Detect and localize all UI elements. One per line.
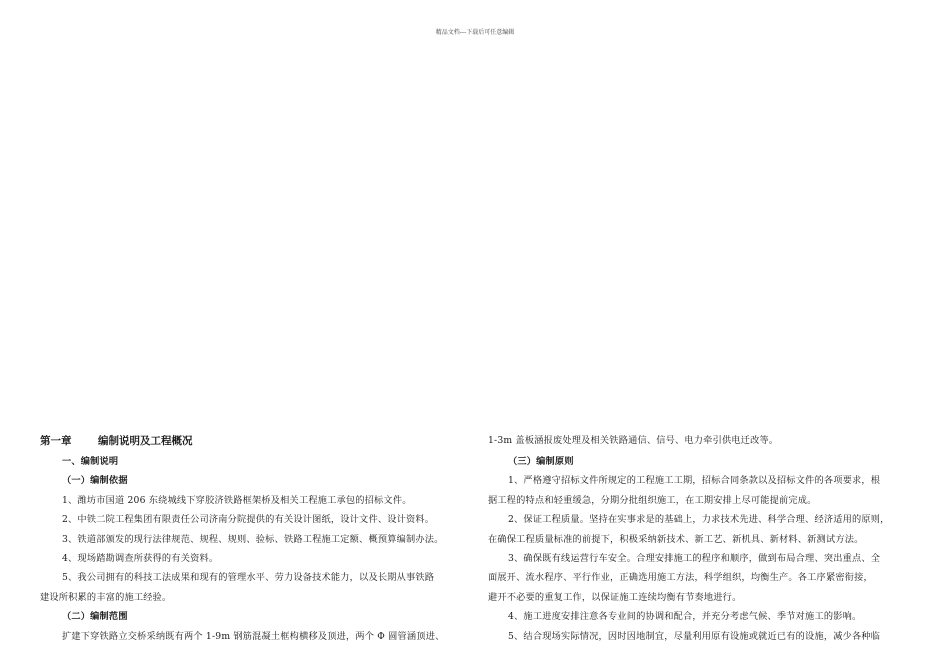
principle-line: 据工程的特点和轻重缓急，分期分批组织施工，在工期安排上尽可能提前完成。	[488, 494, 817, 506]
principle-line: 2、保证工程质量。坚持在实事求是的基础上，力求技术先进、科学合理、经济适用的原则，	[508, 514, 890, 526]
principle-line: 5、结合现场实际情况，因时因地制宜，尽量利用原有设施或就近已有的设施，减少各种临	[508, 630, 881, 642]
basis-item: 1、潍坊市国道 206 东绕城线下穿胶济铁路框架桥及相关工程施工承包的招标文件。	[62, 494, 412, 506]
principle-line: 在确保工程质量标准的前提下，积极采纳新技术、新工艺、新机具、新材料、新测试方法。	[488, 533, 864, 545]
subsection-heading-principles: （三）编制原则	[508, 456, 574, 467]
principle-line: 1、严格遵守招标文件所规定的工程施工工期，招标合同条款以及招标文件的各项要求，根	[508, 475, 881, 487]
section-heading-1: 一、编制说明	[62, 456, 119, 467]
principle-line: 4、施工进度安排注意各专业间的协调和配合，并充分考虑气候、季节对施工的影响。	[508, 611, 862, 623]
subsection-heading-basis: （一）编制依据	[62, 475, 128, 487]
subsection-heading-scope: （二）编制范围	[62, 611, 128, 623]
basis-item: 3、铁道部颁发的现行法律规范、规程、规则、验标、铁路工程施工定额、概预算编制办法。	[62, 533, 444, 545]
scope-paragraph: 扩建下穿铁路立交桥采纳既有两个 1-9m 钢筋混凝土框构横移及顶进，两个 Φ 圆管涵顶进、	[62, 630, 445, 642]
basis-item: 2、中铁二院工程集团有限责任公司济南分院提供的有关设计图纸，设计文件、设计资料。	[62, 514, 435, 526]
principle-line: 3、确保既有线运营行车安全。合理安排施工的程序和顺序，做到布局合理、突出重点、全	[508, 553, 881, 565]
chapter-title: 编制说明及工程概况	[98, 435, 193, 447]
left-column	[40, 430, 460, 646]
scope-paragraph-continued: 1-3m 盖板涵报废处理及相关铁路通信、信号、电力牵引供电迁改等。	[488, 435, 779, 446]
chapter-number: 第一章	[40, 435, 72, 447]
chapter-heading	[40, 430, 460, 452]
right-column	[488, 430, 913, 646]
principle-line: 避开不必要的重复工作，以保证施工连续均衡有节奏地进行。	[488, 591, 742, 603]
basis-item: 4、现场踏勘调查所获得的有关资料。	[62, 553, 219, 565]
page-header-note: 精品文档---下载后可任意编辑	[435, 29, 515, 36]
principle-line: 面展开、流水程序、平行作业，正确选用施工方法，科学组织，均衡生产。各工序紧密衔接，	[488, 572, 873, 584]
basis-item: 5、我公司拥有的科技工法成果和现有的管理水平、劳力设备技术能力，以及长期从事铁路	[62, 572, 435, 584]
basis-item-continued: 建设所积累的丰富的施工经验。	[40, 591, 172, 603]
